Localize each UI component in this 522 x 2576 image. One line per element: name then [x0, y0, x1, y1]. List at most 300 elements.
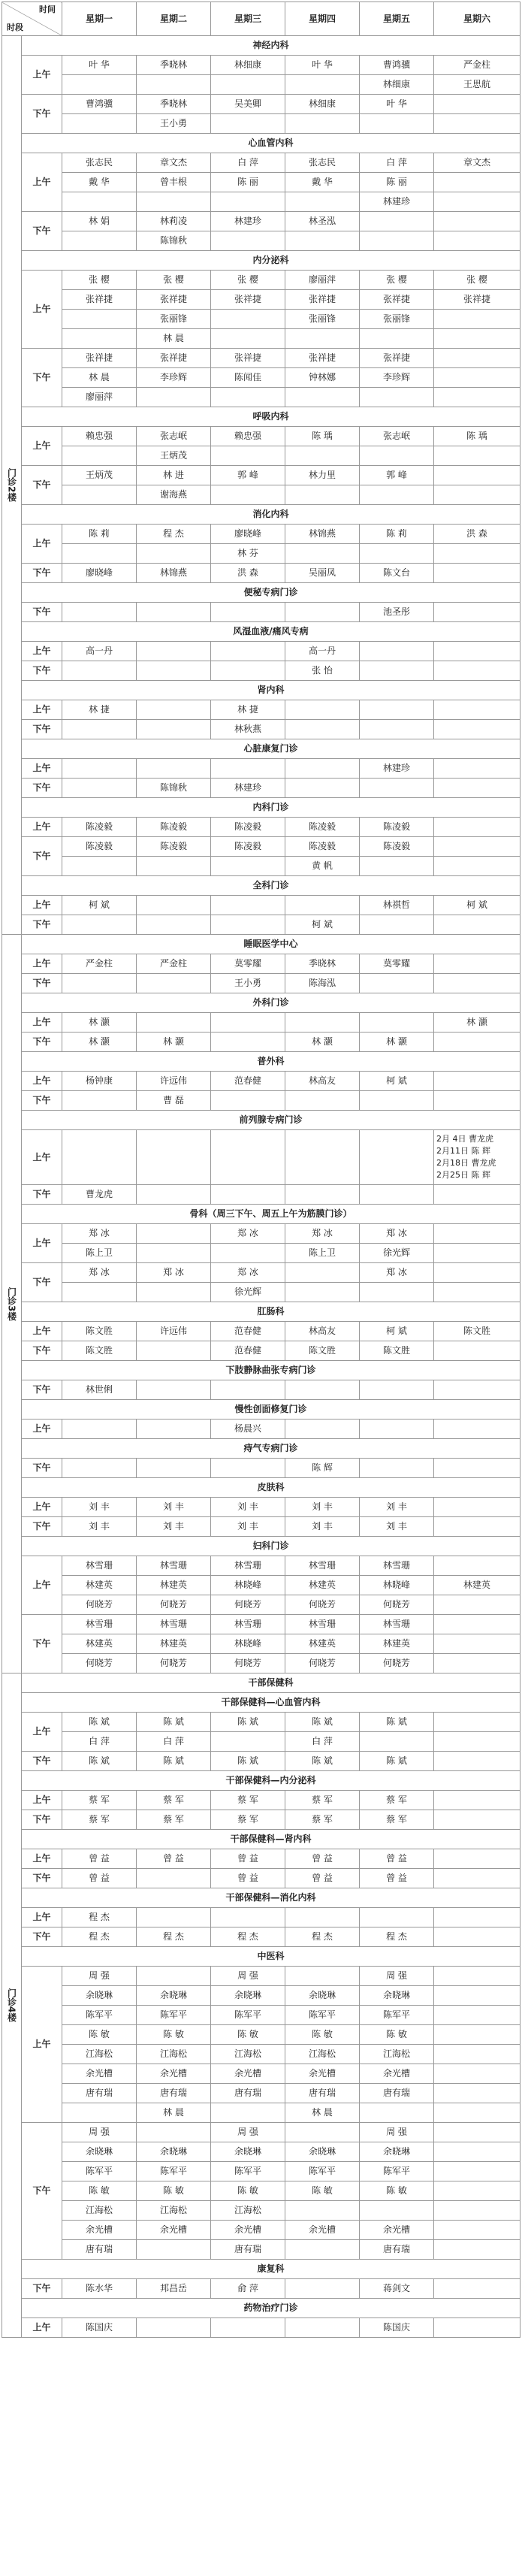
doctor-cell: 陈文胜: [285, 1341, 360, 1361]
doctor-cell: 2月 4日 曹龙虎 2月11日 陈 辉 2月18日 曹龙虎 2月25日 陈 辉: [434, 1130, 520, 1185]
doctor-cell: 陈国庆: [360, 2318, 434, 2338]
schedule-row: [2, 1380, 520, 1400]
doctor-cell: 刘 丰: [360, 1517, 434, 1537]
schedule-row: [2, 2084, 520, 2103]
doctor-cell: 戴 华: [285, 173, 360, 192]
section-title: 骨科（周三下午、周五上午为筋膜门诊）: [22, 1205, 520, 1224]
doctor-cell: 俞 萍: [211, 2279, 285, 2299]
schedule-row: [2, 779, 520, 798]
doctor-cell: 蔡 军: [285, 1791, 360, 1810]
header-corner-cell: [2, 2, 62, 36]
doctor-cell: 白 萍: [137, 1732, 211, 1752]
schedule-row: [2, 1263, 520, 1283]
doctor-cell: 陈上卫: [62, 1244, 137, 1263]
doctor-cell: 严金柱: [62, 954, 137, 974]
doctor-cell: 江海松: [360, 2045, 434, 2064]
doctor-cell: 林建英: [285, 1634, 360, 1654]
doctor-cell: [434, 2025, 520, 2045]
section-row: [2, 1888, 520, 1908]
doctor-cell: 陈 敏: [285, 2025, 360, 2045]
doctor-cell: [62, 485, 137, 505]
doctor-cell: 林建英: [62, 1576, 137, 1595]
slot-label: 下午: [22, 661, 62, 681]
doctor-cell: [434, 2240, 520, 2260]
slot-label: 上午: [22, 1420, 62, 1439]
schedule-row: [2, 1576, 520, 1595]
doctor-cell: [62, 661, 137, 681]
doctor-cell: [211, 485, 285, 505]
doctor-cell: 陈 瑀: [285, 427, 360, 446]
doctor-cell: [434, 2201, 520, 2221]
doctor-cell: 郑 冰: [211, 1224, 285, 1244]
doctor-cell: 林建珍: [211, 212, 285, 231]
doctor-cell: 曾 益: [62, 1869, 137, 1888]
doctor-cell: 陈 敏: [62, 2025, 137, 2045]
schedule-row: [2, 661, 520, 681]
doctor-cell: [360, 1420, 434, 1439]
schedule-row: [2, 1791, 520, 1810]
doctor-cell: 王小勇: [137, 114, 211, 134]
schedule-row: [2, 368, 520, 388]
slot-label: 上午: [22, 759, 62, 779]
doctor-cell: [285, 192, 360, 212]
doctor-cell: 陈水华: [62, 2279, 137, 2299]
doctor-cell: 林建珍: [211, 779, 285, 798]
section-title: 肾内科: [22, 681, 520, 700]
doctor-cell: 江海松: [137, 2045, 211, 2064]
schedule-row: [2, 544, 520, 564]
schedule-row: [2, 1986, 520, 2006]
schedule-row: [2, 212, 520, 231]
doctor-cell: 唐有瑞: [285, 2084, 360, 2103]
doctor-cell: 戴 华: [62, 173, 137, 192]
schedule-row: [2, 1927, 520, 1947]
doctor-cell: 余光槽: [62, 2064, 137, 2084]
doctor-cell: 陈军平: [360, 2006, 434, 2025]
doctor-cell: 余光槽: [137, 2064, 211, 2084]
schedule-row: [2, 1185, 520, 1205]
section-row: [2, 134, 520, 153]
doctor-cell: [62, 974, 137, 993]
doctor-cell: 刘 丰: [62, 1517, 137, 1537]
doctor-cell: 何晓芳: [360, 1595, 434, 1615]
doctor-cell: 曾 益: [360, 1869, 434, 1888]
doctor-cell: 林雪珊: [211, 1556, 285, 1576]
doctor-cell: [434, 368, 520, 388]
schedule-row: [2, 2318, 520, 2338]
doctor-cell: 谢海燕: [137, 485, 211, 505]
doctor-cell: 陈 敏: [285, 2181, 360, 2201]
doctor-cell: [434, 2318, 520, 2338]
section-title: 普外科: [22, 1052, 520, 1072]
doctor-cell: 林雪珊: [137, 1556, 211, 1576]
doctor-cell: 王炳茂: [62, 466, 137, 485]
doctor-cell: [62, 857, 137, 876]
schedule-row: [2, 1322, 520, 1341]
doctor-cell: [285, 779, 360, 798]
doctor-cell: 余晓琳: [62, 2142, 137, 2162]
doctor-cell: 林雪珊: [62, 1556, 137, 1576]
doctor-cell: 林细康: [360, 75, 434, 95]
doctor-cell: 林建珍: [360, 759, 434, 779]
doctor-cell: 陈凌毅: [285, 818, 360, 837]
doctor-cell: 曹鸿骥: [62, 95, 137, 114]
doctor-cell: [434, 173, 520, 192]
doctor-cell: 张祥捷: [211, 349, 285, 368]
day-header-sat: 星期六: [434, 2, 520, 36]
doctor-cell: 余光槽: [285, 2064, 360, 2084]
schedule-row: [2, 1849, 520, 1869]
doctor-cell: 莫零耀: [211, 954, 285, 974]
schedule-row: [2, 2006, 520, 2025]
section-row: [2, 1361, 520, 1380]
doctor-cell: [434, 1634, 520, 1654]
doctor-cell: [434, 2006, 520, 2025]
day-header-mon: 星期一: [62, 2, 137, 36]
schedule-row: [2, 1013, 520, 1033]
doctor-cell: 刘 丰: [211, 1498, 285, 1517]
schedule-row: [2, 173, 520, 192]
doctor-cell: [360, 446, 434, 466]
doctor-cell: 林细康: [285, 95, 360, 114]
section-row: [2, 2299, 520, 2318]
doctor-cell: 陈 斌: [360, 1752, 434, 1771]
doctor-cell: [211, 759, 285, 779]
schedule-row: [2, 2240, 520, 2260]
section-row: [2, 798, 520, 818]
doctor-cell: [434, 1595, 520, 1615]
doctor-cell: 林秋燕: [211, 720, 285, 739]
doctor-cell: [360, 974, 434, 993]
doctor-cell: [211, 642, 285, 661]
doctor-cell: [137, 896, 211, 915]
section-row: [2, 407, 520, 427]
doctor-cell: 林莉凌: [137, 212, 211, 231]
doctor-cell: 林 晨: [137, 329, 211, 349]
section-title: 干部保健科: [22, 1673, 520, 1693]
doctor-cell: [434, 1283, 520, 1302]
doctor-cell: [360, 1380, 434, 1400]
doctor-cell: [434, 1752, 520, 1771]
doctor-cell: 林建英: [137, 1576, 211, 1595]
doctor-cell: 白 萍: [211, 153, 285, 173]
section-row: [2, 1052, 520, 1072]
doctor-cell: 林祺哲: [360, 896, 434, 915]
doctor-cell: 白 萍: [360, 153, 434, 173]
schedule-row: [2, 231, 520, 251]
doctor-cell: [62, 310, 137, 329]
doctor-cell: 何晓芳: [62, 1654, 137, 1673]
doctor-cell: [211, 915, 285, 935]
doctor-cell: 林锦燕: [285, 525, 360, 544]
doctor-cell: 曹龙虎: [62, 1185, 137, 1205]
doctor-cell: 张祥捷: [285, 290, 360, 310]
doctor-cell: 蔡 军: [360, 1810, 434, 1830]
doctor-cell: 余光槽: [360, 2064, 434, 2084]
doctor-cell: 陈 敏: [211, 2181, 285, 2201]
doctor-cell: 陈凌毅: [211, 837, 285, 857]
doctor-cell: [360, 661, 434, 681]
doctor-cell: 程 杰: [211, 1927, 285, 1947]
doctor-cell: [285, 603, 360, 622]
doctor-cell: 陈 敏: [211, 2025, 285, 2045]
slot-label: 上午: [22, 1013, 62, 1033]
schedule-row: [2, 485, 520, 505]
doctor-cell: 刘 丰: [137, 1498, 211, 1517]
doctor-cell: [285, 720, 360, 739]
doctor-cell: 杨晨兴: [211, 1420, 285, 1439]
doctor-cell: 池圣彤: [360, 603, 434, 622]
doctor-cell: 郭 峰: [360, 466, 434, 485]
doctor-cell: [62, 446, 137, 466]
doctor-cell: 陈 丽: [360, 173, 434, 192]
schedule-row: [2, 1732, 520, 1752]
doctor-cell: 何晓芳: [137, 1595, 211, 1615]
doctor-cell: 陈 丽: [211, 173, 285, 192]
doctor-cell: [360, 388, 434, 407]
doctor-cell: [137, 2318, 211, 2338]
doctor-cell: 陈凌毅: [62, 837, 137, 857]
doctor-cell: 黄 帆: [285, 857, 360, 876]
doctor-cell: 张祥捷: [62, 290, 137, 310]
schedule-row: [2, 388, 520, 407]
doctor-cell: [285, 1380, 360, 1400]
schedule-row: [2, 720, 520, 739]
doctor-cell: [62, 915, 137, 935]
schedule-row: [2, 2162, 520, 2181]
doctor-cell: 陈国庆: [62, 2318, 137, 2338]
section-title: 前列腺专病门诊: [22, 1111, 520, 1130]
doctor-cell: 张志岷: [137, 427, 211, 446]
section-row: [2, 1439, 520, 1459]
doctor-cell: [62, 75, 137, 95]
doctor-cell: 陈军平: [137, 2006, 211, 2025]
section-title: 干部保健科—肾内科: [22, 1830, 520, 1849]
schedule-row: [2, 427, 520, 446]
doctor-cell: [434, 2045, 520, 2064]
doctor-cell: [434, 2181, 520, 2201]
doctor-cell: 林高友: [285, 1072, 360, 1091]
doctor-cell: 郑 冰: [137, 1263, 211, 1283]
doctor-cell: [434, 1498, 520, 1517]
doctor-cell: [434, 1244, 520, 1263]
doctor-cell: 陈锦秋: [137, 779, 211, 798]
doctor-cell: 蔡 军: [211, 1791, 285, 1810]
doctor-cell: 陈军平: [360, 2162, 434, 2181]
slot-label: 下午: [22, 212, 62, 251]
doctor-cell: 余晓琳: [285, 1986, 360, 2006]
doctor-cell: 林晓峰: [360, 1576, 434, 1595]
doctor-cell: [137, 1341, 211, 1361]
doctor-cell: [285, 2123, 360, 2142]
doctor-cell: [434, 1033, 520, 1052]
doctor-cell: 钟林娜: [285, 368, 360, 388]
doctor-cell: [434, 2279, 520, 2299]
doctor-cell: 林建英: [285, 1576, 360, 1595]
slot-label: 上午: [22, 271, 62, 349]
schedule-row: [2, 2142, 520, 2162]
slot-label: 下午: [22, 1091, 62, 1111]
slot-label: 下午: [22, 1033, 62, 1052]
doctor-cell: [434, 1517, 520, 1537]
doctor-cell: [211, 1908, 285, 1927]
slot-label: 上午: [22, 1130, 62, 1185]
doctor-cell: 余晓琳: [285, 2142, 360, 2162]
doctor-cell: [434, 388, 520, 407]
slot-label: 下午: [22, 915, 62, 935]
doctor-cell: [434, 1185, 520, 1205]
doctor-cell: [211, 1732, 285, 1752]
doctor-cell: [360, 1732, 434, 1752]
doctor-cell: 唐有瑞: [360, 2084, 434, 2103]
slot-label: 上午: [22, 2318, 62, 2338]
doctor-cell: 余光槽: [285, 2221, 360, 2240]
doctor-cell: [434, 2103, 520, 2123]
doctor-cell: 程 杰: [62, 1908, 137, 1927]
schedule-row: [2, 1283, 520, 1302]
header-row: [2, 2, 520, 36]
schedule-row: [2, 2123, 520, 2142]
doctor-cell: 周 强: [360, 1967, 434, 1986]
doctor-cell: [285, 1091, 360, 1111]
doctor-cell: 张志民: [62, 153, 137, 173]
doctor-cell: [211, 1244, 285, 1263]
doctor-cell: 吴美卿: [211, 95, 285, 114]
doctor-cell: [211, 1185, 285, 1205]
doctor-cell: 陈 斌: [137, 1752, 211, 1771]
doctor-cell: [360, 642, 434, 661]
doctor-cell: 邦昌岳: [137, 2279, 211, 2299]
doctor-cell: 陈 斌: [211, 1713, 285, 1732]
section-title: 慢性创面修复门诊: [22, 1400, 520, 1420]
doctor-cell: 郭 峰: [211, 466, 285, 485]
doctor-cell: 赖忠强: [211, 427, 285, 446]
schedule-table: [2, 2, 520, 2338]
doctor-cell: [360, 915, 434, 935]
section-title: 痔气专病门诊: [22, 1439, 520, 1459]
doctor-cell: [434, 1615, 520, 1634]
doctor-cell: [434, 2064, 520, 2084]
doctor-cell: 蔡 军: [137, 1791, 211, 1810]
doctor-cell: 柯 斌: [285, 915, 360, 935]
doctor-cell: 林 灏: [62, 1033, 137, 1052]
doctor-cell: [137, 915, 211, 935]
section-title: 便秘专病门诊: [22, 583, 520, 603]
doctor-cell: [434, 2123, 520, 2142]
doctor-cell: 唐有瑞: [360, 2240, 434, 2260]
doctor-cell: 余光槽: [360, 2221, 434, 2240]
doctor-cell: 张祥捷: [285, 349, 360, 368]
doctor-cell: [360, 329, 434, 349]
slot-label: 下午: [22, 779, 62, 798]
doctor-cell: [211, 661, 285, 681]
slot-label: 下午: [22, 603, 62, 622]
schedule-row: [2, 1752, 520, 1771]
doctor-cell: [285, 1185, 360, 1205]
doctor-cell: 洪 森: [434, 525, 520, 544]
doctor-cell: [285, 544, 360, 564]
doctor-cell: [137, 642, 211, 661]
doctor-cell: 刘 丰: [285, 1498, 360, 1517]
schedule-row: [2, 1341, 520, 1361]
schedule-row: [2, 2181, 520, 2201]
doctor-cell: 许远伟: [137, 1322, 211, 1341]
doctor-cell: 刘 丰: [137, 1517, 211, 1537]
schedule-row: [2, 1654, 520, 1673]
doctor-cell: 陈凌毅: [137, 837, 211, 857]
doctor-cell: [137, 759, 211, 779]
doctor-cell: 唐有瑞: [211, 2240, 285, 2260]
doctor-cell: [137, 1130, 211, 1185]
doctor-cell: [62, 231, 137, 251]
section-row: [2, 993, 520, 1013]
doctor-cell: 陈 斌: [285, 1713, 360, 1732]
schedule-row: [2, 1130, 520, 1185]
doctor-cell: 何晓芳: [211, 1654, 285, 1673]
schedule-row: [2, 2064, 520, 2084]
doctor-cell: [360, 1283, 434, 1302]
doctor-cell: 余光槽: [211, 2221, 285, 2240]
doctor-cell: 陈凌毅: [360, 837, 434, 857]
doctor-cell: [434, 2142, 520, 2162]
doctor-cell: [434, 2162, 520, 2181]
doctor-cell: 刘 丰: [360, 1498, 434, 1517]
schedule-row: [2, 2103, 520, 2123]
doctor-cell: [137, 544, 211, 564]
slot-label: 上午: [22, 1791, 62, 1810]
day-header-tue: 星期二: [137, 2, 211, 36]
doctor-cell: 唐有瑞: [62, 2084, 137, 2103]
slot-label: 上午: [22, 1849, 62, 1869]
doctor-cell: [360, 212, 434, 231]
doctor-cell: [285, 896, 360, 915]
schedule-row: [2, 1091, 520, 1111]
slot-label: 下午: [22, 1185, 62, 1205]
doctor-cell: [434, 1224, 520, 1244]
doctor-cell: 张祥捷: [360, 290, 434, 310]
doctor-cell: [211, 1459, 285, 1478]
doctor-cell: 蔡 军: [137, 1810, 211, 1830]
doctor-cell: [211, 2103, 285, 2123]
doctor-cell: [285, 231, 360, 251]
doctor-cell: 林 灏: [360, 1033, 434, 1052]
doctor-cell: 郑 冰: [285, 1224, 360, 1244]
schedule-row: [2, 1498, 520, 1517]
section-row: [2, 2260, 520, 2279]
schedule-row: [2, 974, 520, 993]
doctor-cell: 陈 莉: [62, 525, 137, 544]
doctor-cell: [211, 1091, 285, 1111]
doctor-cell: 林世俐: [62, 1380, 137, 1400]
doctor-cell: 叶 华: [360, 95, 434, 114]
doctor-cell: 何晓芳: [211, 1595, 285, 1615]
doctor-cell: 唐有瑞: [62, 2240, 137, 2260]
doctor-cell: [434, 954, 520, 974]
doctor-cell: 林 进: [137, 466, 211, 485]
doctor-cell: [137, 388, 211, 407]
doctor-cell: 陈军平: [285, 2162, 360, 2181]
slot-label: 上午: [22, 1498, 62, 1517]
doctor-cell: 陈军平: [285, 2006, 360, 2025]
doctor-cell: 周 强: [211, 1967, 285, 1986]
doctor-cell: 王小勇: [211, 974, 285, 993]
doctor-cell: 张 樱: [360, 271, 434, 290]
doctor-cell: 余光槽: [211, 2064, 285, 2084]
doctor-cell: 陈 斌: [62, 1713, 137, 1732]
slot-label: 上午: [22, 427, 62, 466]
doctor-cell: [285, 759, 360, 779]
doctor-cell: [137, 1420, 211, 1439]
